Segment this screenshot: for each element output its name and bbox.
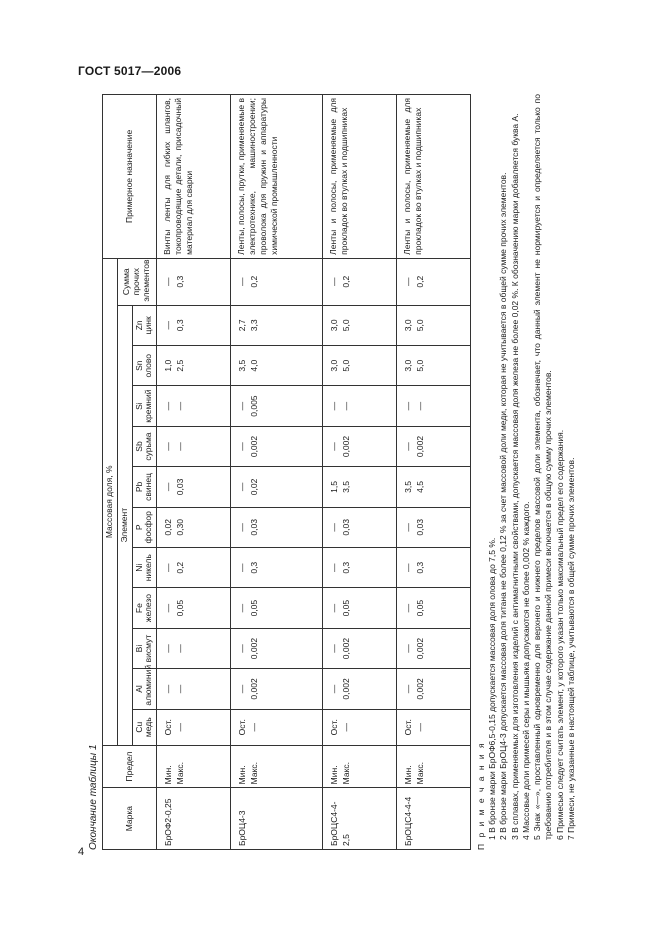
value-cell bbox=[323, 467, 397, 507]
notes bbox=[476, 94, 577, 850]
value-cell bbox=[231, 588, 323, 628]
value-cell bbox=[323, 628, 397, 668]
value: — bbox=[403, 644, 414, 653]
value-cell bbox=[397, 709, 471, 745]
element-name: свинец bbox=[143, 473, 154, 501]
value-cell bbox=[397, 305, 471, 345]
value-cell bbox=[231, 258, 323, 305]
value-cell bbox=[323, 258, 397, 305]
table-row bbox=[231, 95, 323, 850]
value: 0,2 bbox=[175, 561, 186, 574]
value: — bbox=[329, 401, 340, 411]
value: — bbox=[237, 401, 248, 411]
value: 0,3 bbox=[415, 561, 426, 574]
value: 0,002 bbox=[341, 435, 352, 458]
value-cell bbox=[323, 507, 397, 547]
purpose-cell: Ленты и полосы, применяемые для прокладок во втулках и подшипниках bbox=[397, 95, 471, 259]
element-header bbox=[132, 548, 157, 588]
value-cell bbox=[157, 467, 231, 507]
table-row bbox=[323, 95, 397, 850]
value: — bbox=[415, 722, 426, 732]
value: 0,002 bbox=[249, 637, 260, 660]
value: — bbox=[163, 321, 174, 330]
value-cell bbox=[397, 507, 471, 547]
value-cell bbox=[157, 628, 231, 668]
value: — bbox=[237, 603, 248, 613]
value: — bbox=[329, 684, 340, 694]
value: Ост. bbox=[237, 719, 248, 736]
value: 3,0 bbox=[329, 319, 340, 332]
value: 0,05 bbox=[415, 599, 426, 617]
value: 0,3 bbox=[341, 561, 352, 574]
value: 3,5 bbox=[341, 481, 352, 493]
value: 0,03 bbox=[341, 519, 352, 536]
table-row bbox=[157, 95, 231, 850]
value: — bbox=[163, 277, 174, 286]
value-cell bbox=[231, 346, 323, 386]
value-cell bbox=[231, 548, 323, 588]
value-cell bbox=[231, 669, 323, 709]
value: — bbox=[341, 401, 352, 411]
element-symbol: Zn bbox=[133, 320, 144, 331]
value: — bbox=[329, 603, 340, 613]
grade-cell: БрОФ2-0,25 bbox=[157, 788, 231, 850]
value-cell bbox=[397, 346, 471, 386]
value-cell bbox=[397, 548, 471, 588]
note-item: 6 Примесью следует считать элемент, у которого указан только максимальный предел его содержания. bbox=[554, 429, 565, 840]
value-cell bbox=[323, 305, 397, 345]
value-cell bbox=[397, 628, 471, 668]
value-cell bbox=[231, 507, 323, 547]
note-item: 4 Массовые доли примесей серы и мышьяка допускаются не более 0,002 % каждого. bbox=[520, 501, 531, 840]
value-cell bbox=[157, 258, 231, 305]
limit-label: Мин. bbox=[329, 765, 340, 785]
value-cell bbox=[397, 386, 471, 426]
limit-label: Макс. bbox=[415, 761, 426, 785]
value: — bbox=[175, 401, 186, 411]
purpose-cell: Ленты, полосы, прутки, применяемые в электротехнике, машиностроении; проволока для пружин и аппаратуры химической промышленности bbox=[231, 95, 323, 259]
col-mass: Массовая доля, % bbox=[103, 258, 118, 745]
note-item: 7 Примеси, не указанные в настоящей таблице, учитываются в общей сумме прочих элементов. bbox=[565, 457, 576, 840]
value-cell bbox=[231, 709, 323, 745]
value: — bbox=[175, 722, 186, 732]
value: Ост. bbox=[403, 719, 414, 736]
value: 0,03 bbox=[175, 478, 186, 496]
value: — bbox=[237, 277, 248, 286]
value: 1,0 bbox=[163, 359, 174, 372]
element-symbol: Pb bbox=[133, 481, 144, 493]
value: 2,7 bbox=[237, 319, 248, 332]
rotated-content bbox=[88, 94, 576, 850]
value: 0,2 bbox=[341, 275, 352, 288]
value-cell bbox=[323, 548, 397, 588]
col-purpose: Примерное назначение bbox=[103, 95, 157, 259]
value-cell bbox=[231, 628, 323, 668]
page-number: 4 bbox=[78, 846, 85, 858]
note-item: 5 Знак «—», проставленный одновременно для верхнего и нижнего пределов массовой доли элемента, обозначает, что данный элемент не нормируется и определяется только по требованию потребителя и в этом случае содержание данной примеси включается в общую сумму прочих элементов. bbox=[532, 94, 554, 840]
element-header bbox=[132, 346, 157, 386]
value: 0,03 bbox=[415, 519, 426, 536]
value-cell bbox=[157, 305, 231, 345]
value-cell bbox=[397, 467, 471, 507]
value-cell bbox=[397, 588, 471, 628]
value: 0,05 bbox=[175, 599, 186, 617]
value: 0,002 bbox=[415, 435, 426, 458]
limit-cell bbox=[231, 745, 323, 788]
value-cell bbox=[157, 669, 231, 709]
element-header bbox=[132, 709, 157, 745]
value-cell bbox=[231, 386, 323, 426]
element-name: никель bbox=[143, 554, 154, 582]
element-name: кремний bbox=[143, 389, 154, 423]
element-symbol: Si bbox=[133, 402, 144, 410]
value: 3,5 bbox=[403, 481, 414, 493]
value: 3,0 bbox=[403, 359, 414, 372]
purpose-cell: Винты ленты для гибких шлангов, токопроводящие детали, присадочный материал для сварки bbox=[157, 95, 231, 259]
notes-heading: П р и м е ч а н и я bbox=[476, 741, 486, 850]
value-cell bbox=[157, 426, 231, 466]
value: 0,3 bbox=[175, 275, 186, 288]
value: — bbox=[249, 722, 260, 732]
value: 3,0 bbox=[329, 359, 340, 372]
value: — bbox=[163, 603, 174, 613]
element-symbol: Sb bbox=[133, 441, 144, 452]
value: 0,3 bbox=[175, 319, 186, 332]
purpose-cell: Ленты и полосы, применяемые для прокладок во втулках и подшипниках bbox=[323, 95, 397, 259]
value: 0,002 bbox=[249, 435, 260, 458]
grade-cell: БрОЦС4-4-4 bbox=[397, 788, 471, 850]
value: 4,5 bbox=[415, 481, 426, 493]
value: — bbox=[415, 401, 426, 411]
value: 3,3 bbox=[249, 319, 260, 332]
value: 3,0 bbox=[403, 319, 414, 332]
element-name: сурьма bbox=[143, 432, 154, 461]
value-cell bbox=[157, 588, 231, 628]
element-header bbox=[132, 588, 157, 628]
limit-label: Мин. bbox=[403, 765, 414, 785]
element-symbol: Sn bbox=[133, 360, 144, 371]
value: — bbox=[403, 563, 414, 572]
value: 0,02 bbox=[163, 519, 174, 536]
value: 4,0 bbox=[249, 359, 260, 372]
limit-cell bbox=[323, 745, 397, 788]
element-name: алюминий bbox=[143, 664, 154, 706]
value: — bbox=[403, 684, 414, 694]
value-cell bbox=[323, 346, 397, 386]
value: 5,0 bbox=[415, 319, 426, 332]
element-header bbox=[132, 628, 157, 668]
value-cell bbox=[157, 346, 231, 386]
table-caption: Окончание таблицы 1 bbox=[88, 744, 99, 850]
value: — bbox=[329, 563, 340, 572]
element-symbol: P bbox=[133, 524, 144, 531]
element-name: олово bbox=[143, 353, 154, 378]
value: 0,3 bbox=[249, 561, 260, 574]
value: Ост. bbox=[329, 719, 340, 736]
value: — bbox=[329, 644, 340, 653]
value: — bbox=[237, 442, 248, 451]
value: — bbox=[175, 684, 186, 694]
value-cell bbox=[323, 709, 397, 745]
value: 0,03 bbox=[249, 519, 260, 536]
value-cell bbox=[323, 588, 397, 628]
value: — bbox=[237, 482, 248, 492]
element-header bbox=[132, 507, 157, 547]
element-header bbox=[132, 664, 157, 709]
element-name: фосфор bbox=[143, 511, 154, 544]
note-item: 3 В сплавах, применяемых для изготовления изделий с антимагнитными свойствами, допускается массовая доля железа не более 0,02 %. К обозначению марки добавляется буква А. bbox=[509, 113, 520, 840]
grade-cell: БрОЦС4-4-2,5 bbox=[323, 788, 397, 850]
limit-cell bbox=[397, 745, 471, 788]
value: — bbox=[403, 401, 414, 411]
value: — bbox=[163, 442, 174, 451]
value-cell bbox=[323, 669, 397, 709]
note-item: 2 В бронзе марки БрОЦ4-3 допускается массовая доля титана не более 0,12 % за счет массовой доли меди, которая не учитывается в общей сумме прочих элементов. bbox=[498, 172, 509, 840]
element-header bbox=[132, 426, 157, 466]
value: — bbox=[403, 603, 414, 613]
value: — bbox=[329, 442, 340, 451]
value: 0,002 bbox=[415, 637, 426, 660]
limit-label: Макс. bbox=[249, 761, 260, 785]
value: 0,002 bbox=[341, 637, 352, 660]
value: 5,0 bbox=[341, 319, 352, 332]
value: 0,05 bbox=[341, 599, 352, 617]
element-name: железо bbox=[143, 594, 154, 623]
value: 0,2 bbox=[415, 275, 426, 288]
document-header: ГОСТ 5017—2006 bbox=[78, 64, 182, 78]
value-cell bbox=[157, 507, 231, 547]
value-cell bbox=[323, 386, 397, 426]
value: 5,0 bbox=[341, 359, 352, 372]
value: 0,005 bbox=[249, 395, 260, 417]
element-name: висмут bbox=[143, 634, 154, 663]
element-symbol: Bi bbox=[133, 644, 144, 653]
element-symbol: Al bbox=[133, 685, 144, 693]
value: — bbox=[163, 482, 174, 492]
value: — bbox=[163, 684, 174, 694]
limit-label: Макс. bbox=[341, 761, 352, 785]
col-sum: Сумма прочих элементов bbox=[117, 258, 156, 305]
value: — bbox=[329, 277, 340, 286]
value-cell bbox=[397, 426, 471, 466]
value: — bbox=[175, 442, 186, 451]
value: 1,5 bbox=[329, 481, 340, 493]
value: — bbox=[403, 277, 414, 286]
value: — bbox=[163, 563, 174, 572]
value: — bbox=[163, 401, 174, 411]
value-cell bbox=[323, 426, 397, 466]
value: 3,5 bbox=[237, 359, 248, 372]
element-name: медь bbox=[143, 717, 154, 738]
element-header bbox=[132, 305, 157, 345]
value: — bbox=[403, 523, 414, 532]
value-cell bbox=[231, 467, 323, 507]
value: — bbox=[175, 644, 186, 653]
element-symbol: Fe bbox=[133, 603, 144, 614]
value-cell bbox=[157, 709, 231, 745]
value-cell bbox=[157, 386, 231, 426]
value: 0,002 bbox=[341, 678, 352, 700]
element-header bbox=[132, 467, 157, 507]
col-element: Элемент bbox=[117, 305, 132, 745]
value-cell bbox=[231, 305, 323, 345]
value-cell bbox=[397, 669, 471, 709]
value: 0,2 bbox=[249, 275, 260, 288]
value: 0,002 bbox=[249, 678, 260, 700]
col-marka: Марка bbox=[103, 788, 157, 850]
value: — bbox=[237, 644, 248, 653]
value: 2,5 bbox=[175, 359, 186, 372]
value: — bbox=[237, 684, 248, 694]
composition-table bbox=[102, 94, 471, 850]
element-symbol: Cu bbox=[133, 721, 144, 733]
value-cell bbox=[157, 548, 231, 588]
table-row bbox=[397, 95, 471, 850]
element-name: цинк bbox=[143, 316, 154, 335]
note-item: 1 В бронзе марки БрОФ6,5-0,15 допускается массовая доля олова до 7,5 %. bbox=[487, 537, 498, 840]
value: 0,02 bbox=[249, 478, 260, 496]
element-symbol: Ni bbox=[133, 563, 144, 572]
value-cell bbox=[231, 426, 323, 466]
value: 0,05 bbox=[249, 599, 260, 617]
value: 0,002 bbox=[415, 678, 426, 700]
value: 0,30 bbox=[175, 519, 186, 536]
value: — bbox=[403, 442, 414, 451]
limit-cell bbox=[157, 745, 231, 788]
limit-label: Мин. bbox=[163, 765, 174, 785]
value: — bbox=[163, 644, 174, 653]
value: — bbox=[237, 563, 248, 572]
value: Ост. bbox=[163, 719, 174, 736]
value: — bbox=[237, 523, 248, 532]
limit-label: Макс. bbox=[175, 761, 186, 785]
grade-cell: БрОЦ4-3 bbox=[231, 788, 323, 850]
value: — bbox=[329, 523, 340, 532]
value: 5,0 bbox=[415, 359, 426, 372]
limit-label: Мин. bbox=[237, 765, 248, 785]
col-predel: Предел bbox=[103, 745, 157, 788]
value-cell bbox=[397, 258, 471, 305]
value: — bbox=[341, 722, 352, 732]
element-header bbox=[132, 386, 157, 426]
